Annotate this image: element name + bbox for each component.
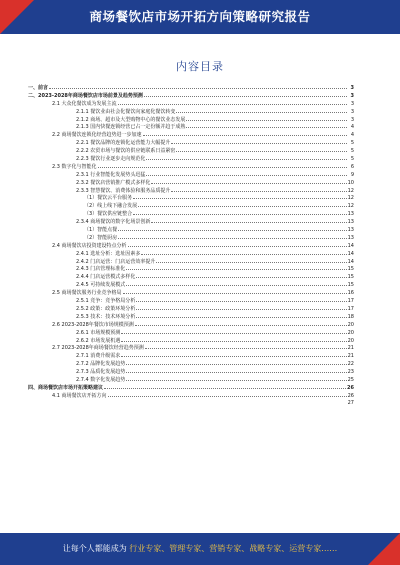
- toc-entry-page: 17: [347, 298, 354, 305]
- footer-slogan-right: 行业专家、管理专家、营销专家、战略专家、运营专家……: [129, 544, 338, 553]
- toc-entry-text: 2.5.2 政策：政策环境分析: [76, 305, 136, 312]
- toc-entry[interactable]: [28, 163, 354, 171]
- toc-entry[interactable]: [28, 360, 354, 368]
- toc-entry-page: 3: [350, 85, 354, 91]
- toc-entry-text: 2.6.2 市场发展机遇: [76, 337, 121, 344]
- toc-entry-text: 2.7 2023-2028年商场餐饮经营趋势预测: [52, 345, 144, 352]
- toc-leader-dots: [126, 265, 346, 270]
- toc-entry-page: 12: [347, 203, 354, 210]
- toc-entry[interactable]: [28, 202, 354, 210]
- toc-entry-page: 26: [347, 392, 354, 399]
- toc-leader-dots: [121, 337, 346, 342]
- toc-leader-dots: [156, 258, 346, 263]
- toc-entry-text: 2.4.1 选址分析：选址因素多: [76, 250, 141, 257]
- toc-entry-text: 2.7.3 品质化发展趋势: [76, 369, 126, 376]
- toc-entry-page: 15: [347, 274, 354, 281]
- toc-entry-text: 2.4 商场餐饮店投资建设特点分析: [52, 242, 127, 249]
- toc-entry-page: 3: [350, 100, 354, 107]
- toc-entry-page: 23: [347, 369, 354, 376]
- toc-entry-text: 2.7.2 品牌化发展趋势: [76, 361, 126, 368]
- toc-heading: 内容目录: [176, 60, 224, 73]
- toc-entry[interactable]: [28, 226, 354, 234]
- table-of-contents: [28, 84, 354, 408]
- toc-entry-text: 2.2.1 餐饮品牌的连锁化运营能力大幅提升: [76, 140, 171, 147]
- toc-leader-dots: [126, 360, 346, 365]
- toc-entry-partial: [28, 400, 354, 408]
- toc-entry-page: 15: [347, 266, 354, 273]
- toc-entry[interactable]: [28, 281, 354, 289]
- toc-leader-dots: [144, 92, 347, 97]
- toc-entry[interactable]: [28, 139, 354, 147]
- toc-entry-page: 10: [347, 179, 354, 186]
- toc-entry[interactable]: [28, 258, 354, 266]
- toc-entry[interactable]: [28, 179, 354, 187]
- toc-leader-dots: [123, 289, 347, 294]
- toc-entry-page: 5: [350, 148, 354, 155]
- toc-entry[interactable]: [28, 108, 354, 116]
- toc-entry-page: 4: [350, 132, 354, 139]
- toc-entry-text: 2.3.1 行业智能化发展势头迅猛: [76, 171, 146, 178]
- toc-leader-dots: [126, 368, 346, 373]
- toc-leader-dots: [146, 171, 347, 176]
- toc-leader-dots: [143, 131, 347, 136]
- toc-entry-text: 2.1.1 餐饮业由社会化餐饮向家庭化餐饮转变: [76, 108, 176, 115]
- toc-entry[interactable]: [28, 218, 354, 226]
- toc-leader-dots: [108, 392, 347, 397]
- toc-entry-text: 2.5.1 竞争：竞争格局分析: [76, 298, 136, 305]
- toc-entry-page: 14: [347, 258, 354, 265]
- toc-leader-dots: [118, 234, 346, 239]
- footer-slogan: [0, 533, 400, 565]
- report-header-banner: [0, 0, 400, 34]
- toc-leader-dots: [53, 400, 347, 404]
- toc-entry-text: 2.6 2023-2028年餐饮市场规模预测: [52, 321, 134, 328]
- toc-entry-text: 2.3.2 餐饮店营销推广模式多样化: [76, 179, 151, 186]
- toc-entry-page: 13: [347, 234, 354, 241]
- toc-leader-dots: [128, 242, 347, 247]
- toc-entry-page: 5: [350, 140, 354, 147]
- toc-entry-text: 2.1.2 商场、超市及大型购物中心的餐饮业态发展: [76, 116, 186, 123]
- toc-entry[interactable]: [28, 155, 354, 163]
- toc-entry-page: 13: [347, 227, 354, 234]
- toc-leader-dots: [176, 108, 347, 113]
- toc-entry-page: 12: [347, 195, 354, 202]
- toc-leader-dots: [151, 179, 346, 184]
- toc-entry-text: 2.4.5 可持续发展模式: [76, 282, 126, 289]
- toc-entry[interactable]: [28, 368, 354, 376]
- toc-entry[interactable]: [28, 116, 354, 124]
- toc-entry-page: 18: [347, 313, 354, 320]
- toc-leader-dots: [176, 147, 347, 152]
- toc-leader-dots: [136, 297, 346, 302]
- toc-entry[interactable]: [28, 131, 354, 139]
- toc-entry-text: 2.2.3 餐饮行业逐步走向规范化: [76, 156, 146, 163]
- toc-entry-page: 20: [347, 329, 354, 336]
- toc-leader-dots: [126, 281, 346, 286]
- toc-entry-page: 9: [350, 171, 354, 178]
- toc-entry-page: 14: [347, 242, 354, 249]
- toc-entry-text: （1）智能点餐: [84, 227, 118, 234]
- toc-leader-dots: [133, 210, 346, 215]
- toc-entry-text: 2.5 商场餐饮服务行业竞争格局: [52, 290, 122, 297]
- toc-leader-dots: [136, 273, 346, 278]
- toc-entry-page: 16: [347, 290, 354, 297]
- toc-entry[interactable]: [28, 313, 354, 321]
- toc-entry-page: 21: [347, 345, 354, 352]
- footer-slogan-left: 让每个人都能成为: [62, 544, 127, 553]
- toc-entry-text: 2.6.1 市场规模预测: [76, 329, 121, 336]
- toc-entry[interactable]: [28, 273, 354, 281]
- toc-entry[interactable]: [28, 194, 354, 202]
- toc-leader-dots: [136, 313, 346, 318]
- toc-entry-text: 2.5.3 技术：技术环境分析: [76, 313, 136, 320]
- toc-entry-text: 一、前言: [28, 85, 49, 91]
- toc-entry-text: （3）餐饮供应链整合: [84, 211, 133, 218]
- toc-entry-page: 20: [347, 337, 354, 344]
- toc-entry[interactable]: [28, 305, 354, 313]
- toc-leader-dots: [98, 163, 347, 168]
- toc-entry[interactable]: [28, 329, 354, 337]
- toc-leader-dots: [121, 329, 346, 334]
- toc-entry-page: 13: [347, 211, 354, 218]
- toc-entry[interactable]: [28, 297, 354, 305]
- toc-entry-text: 四、商场餐饮店市场开拓策略建议: [28, 384, 104, 391]
- toc-entry[interactable]: [28, 92, 354, 100]
- toc-entry-page: 5: [350, 156, 354, 163]
- toc-entry[interactable]: [28, 100, 354, 108]
- toc-leader-dots: [151, 218, 346, 223]
- toc-entry-page: 3: [350, 92, 354, 99]
- toc-leader-dots: [146, 155, 347, 160]
- toc-leader-dots: [49, 84, 347, 89]
- toc-entry-text: 2.3 数字化与智能化: [52, 163, 97, 170]
- toc-entry-text: （2）线上线下融合发展: [84, 203, 138, 210]
- toc-entry[interactable]: [28, 321, 354, 329]
- toc-entry-page: 22: [347, 361, 354, 368]
- toc-entry-page: 3: [350, 116, 354, 123]
- toc-entry[interactable]: [28, 250, 354, 258]
- toc-leader-dots: [118, 226, 346, 231]
- toc-entry[interactable]: [28, 344, 354, 352]
- toc-entry[interactable]: [28, 289, 354, 297]
- toc-entry[interactable]: [28, 337, 354, 345]
- toc-leader-dots: [135, 321, 347, 326]
- toc-leader-dots: [136, 305, 346, 310]
- toc-leader-dots: [145, 344, 347, 349]
- toc-entry-text: 2.7.1 消费升级需求: [76, 353, 121, 360]
- toc-entry-page: 4: [350, 124, 354, 131]
- toc-entry-text: （2）智能厨房: [84, 234, 118, 241]
- toc-leader-dots: [133, 194, 346, 199]
- toc-entry-page: 25: [347, 376, 354, 383]
- toc-entry-text: 2.4.4 门店运营模式多样化: [76, 274, 136, 281]
- report-title: 商场餐饮店市场开拓方向策略研究报告: [89, 9, 311, 24]
- toc-entry-page: 12: [347, 187, 354, 194]
- toc-entry[interactable]: [28, 384, 354, 392]
- toc-entry-text: （1）餐饮云平台服务: [84, 195, 133, 202]
- toc-entry[interactable]: [28, 234, 354, 242]
- toc-leader-dots: [121, 352, 346, 357]
- toc-entry-page: 3: [350, 108, 354, 115]
- toc-entry-text: 2.1.3 国内快餐连锁经营已占一定份额并趋于成熟: [76, 124, 186, 131]
- toc-entry-text: 4.1 商场餐饮店开拓方向: [52, 392, 107, 399]
- toc-entry[interactable]: [28, 147, 354, 155]
- toc-entry[interactable]: [28, 392, 354, 400]
- toc-entry-text: 2.4.2 门店运营：门店运营效率提升: [76, 258, 156, 265]
- toc-entry-text: 2.3.4 商场餐饮的数字化场景创新: [76, 219, 151, 226]
- toc-entry-page: 17: [347, 305, 354, 312]
- toc-leader-dots: [104, 384, 346, 389]
- toc-leader-dots: [186, 116, 347, 121]
- toc-leader-dots: [171, 187, 346, 192]
- toc-leader-dots: [118, 100, 347, 105]
- toc-leader-dots: [171, 139, 347, 144]
- toc-entry-text: 二、2023-2028年商场餐饮店市场前景及趋势预测: [28, 92, 143, 99]
- toc-entry-text: 2.2 商场餐饮连锁化经营趋势进一步加速: [52, 132, 142, 139]
- toc-entry[interactable]: [28, 376, 354, 384]
- toc-entry-page: 14: [347, 250, 354, 257]
- toc-entry[interactable]: [28, 187, 354, 195]
- toc-entry-page: 21: [347, 353, 354, 360]
- toc-entry[interactable]: [28, 352, 354, 360]
- toc-entry[interactable]: [28, 84, 354, 92]
- toc-leader-dots: [138, 202, 346, 207]
- toc-entry-text: 2.3.3 智慧餐饮、消费体验和服务品质提升: [76, 187, 171, 194]
- toc-entry-text: 2.2.2 农贸市场与餐饮的供应链联系日益紧密: [76, 148, 176, 155]
- toc-entry-text: 2.1 大众化餐饮成为发展主流: [52, 100, 117, 107]
- report-footer-banner: [0, 533, 400, 565]
- toc-entry[interactable]: [28, 265, 354, 273]
- toc-entry[interactable]: [28, 171, 354, 179]
- toc-entry-page: 20: [347, 321, 354, 328]
- toc-leader-dots: [141, 250, 346, 255]
- toc-entry-page: 13: [347, 219, 354, 226]
- toc-entry[interactable]: [28, 123, 354, 131]
- toc-entry-text: 2.4.3 门店管理标准化: [76, 266, 126, 273]
- toc-entry-page: 27: [347, 399, 354, 406]
- toc-entry-text: 2.7.4 数字化发展趋势: [76, 376, 126, 383]
- toc-leader-dots: [186, 123, 347, 128]
- toc-leader-dots: [126, 376, 346, 381]
- toc-entry[interactable]: [28, 210, 354, 218]
- toc-entry-page: 6: [350, 163, 354, 170]
- toc-entry[interactable]: [28, 242, 354, 250]
- toc-entry-page: 15: [347, 282, 354, 289]
- toc-entry-page: 26: [347, 384, 354, 391]
